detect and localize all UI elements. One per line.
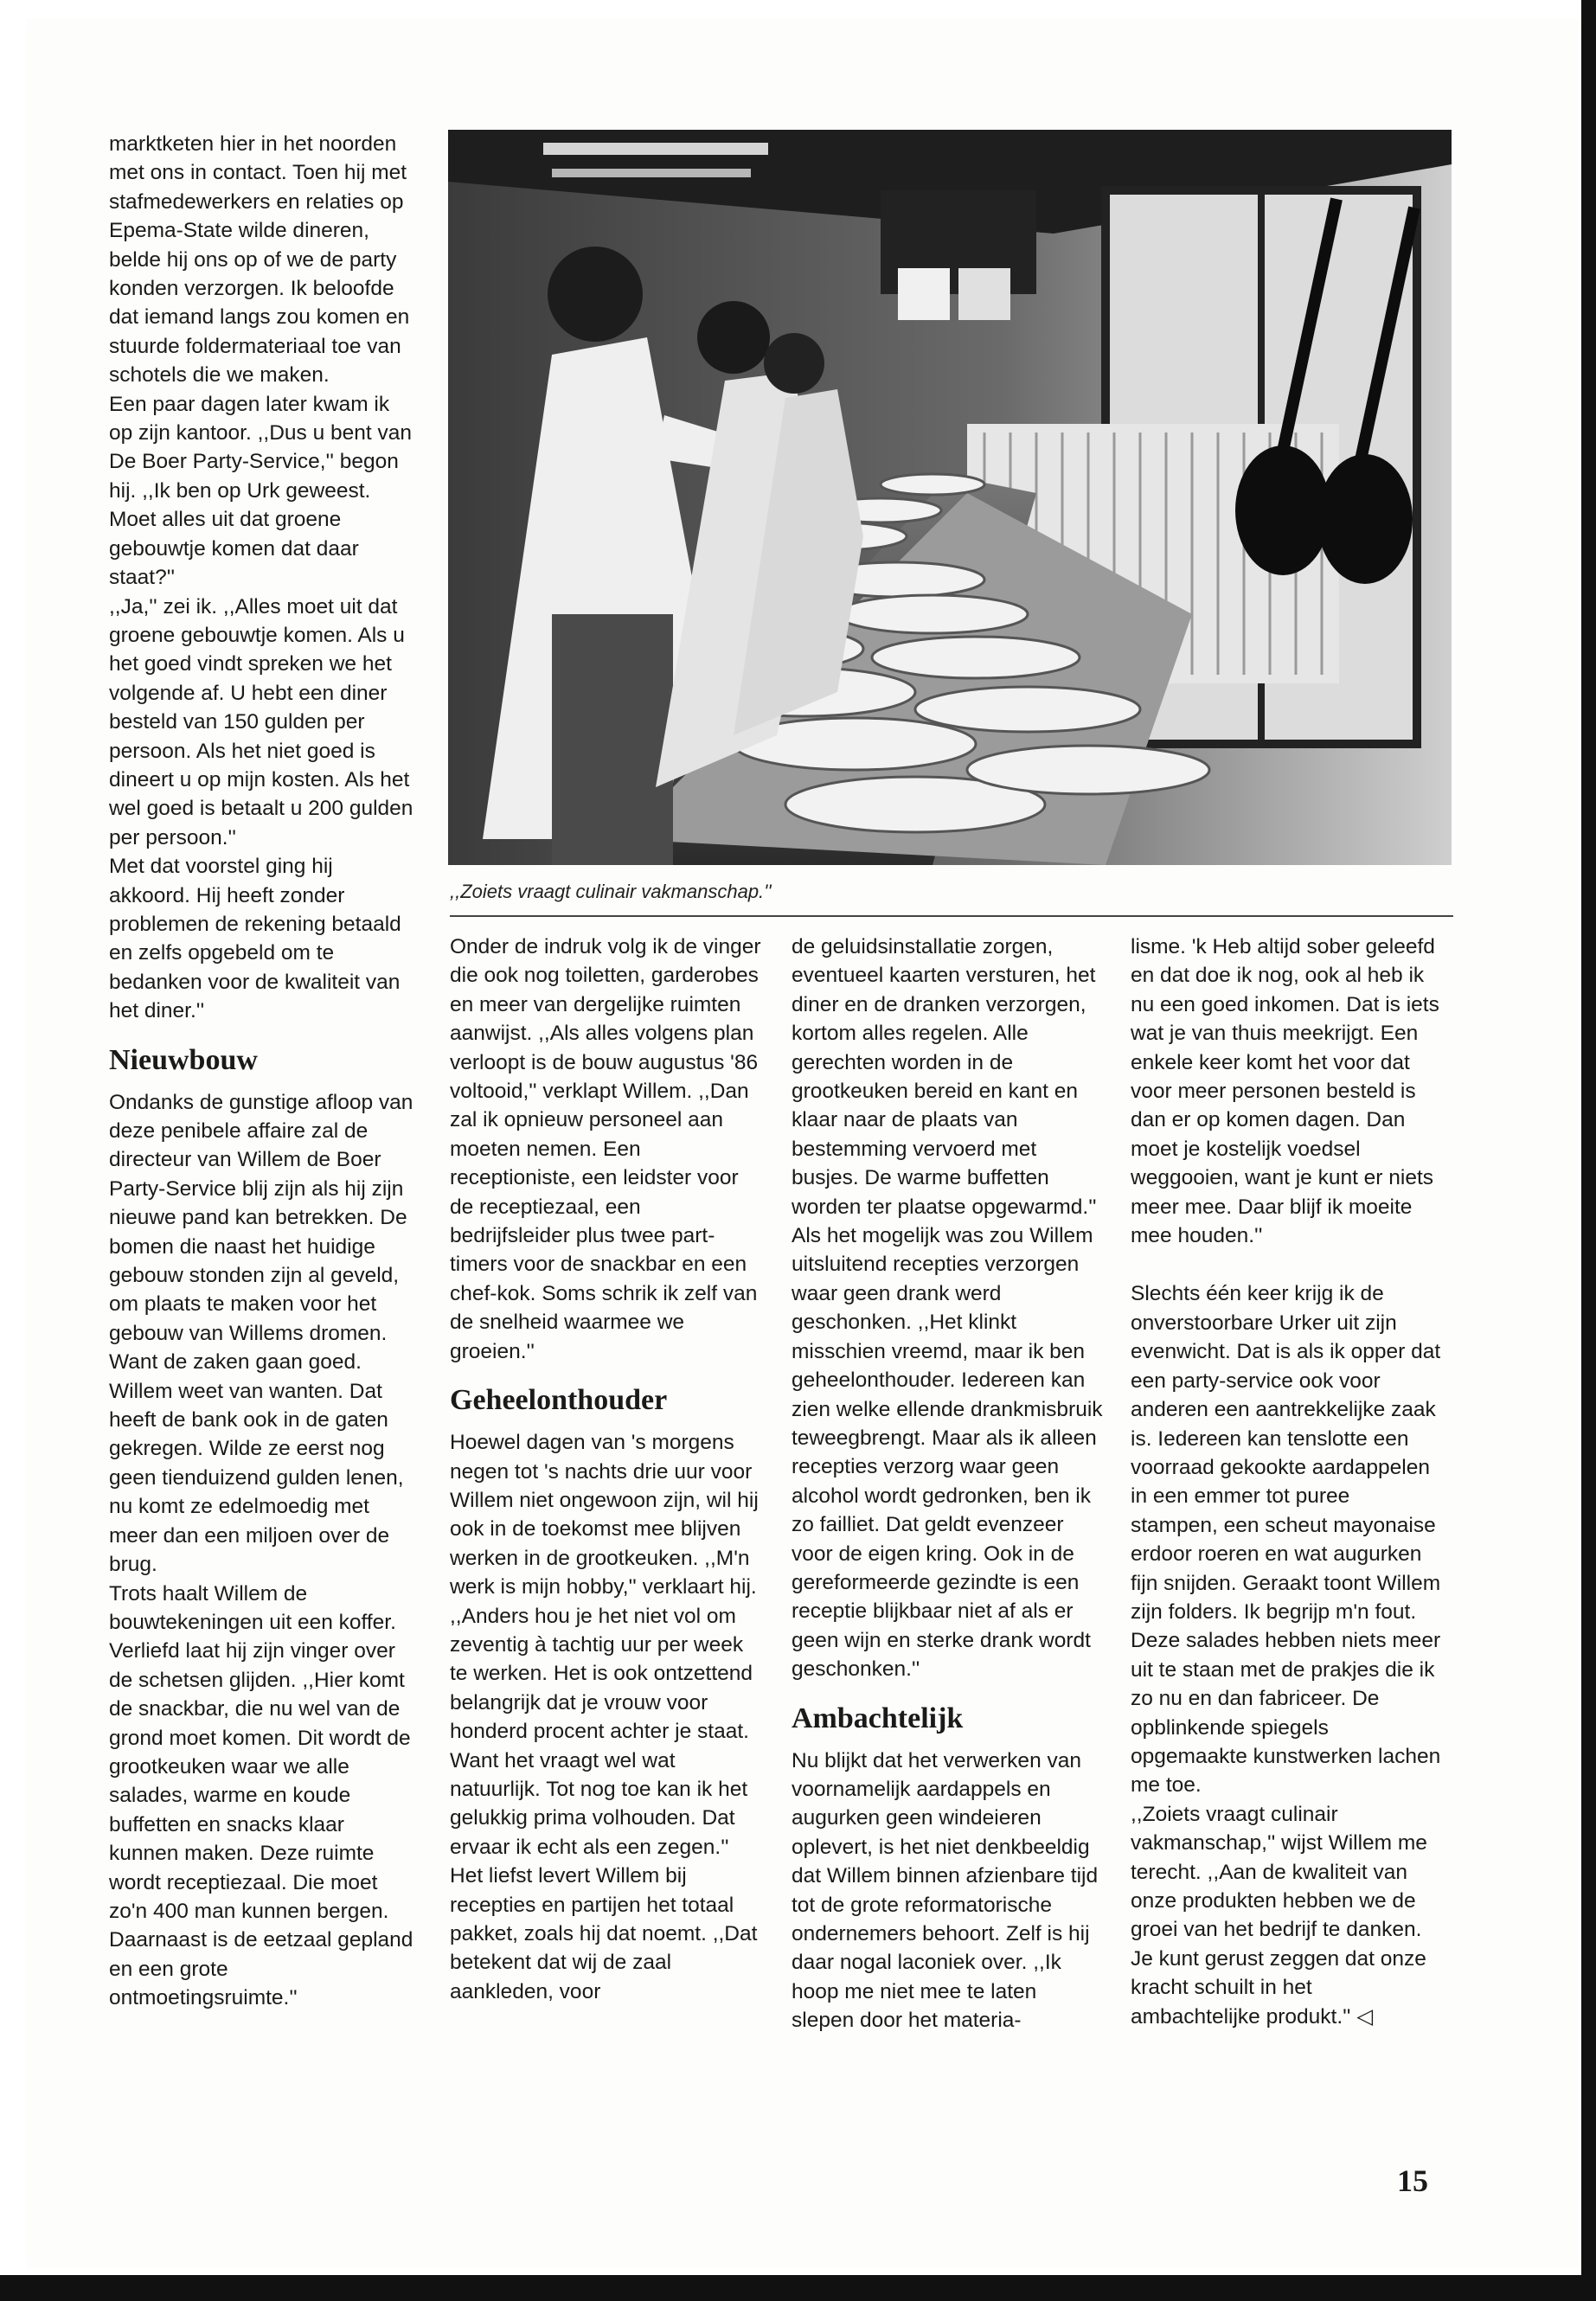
- paragraph: Trots haalt Willem de bouwtekeningen uit een koffer. Verliefd laat hij zijn vinger over de schetsen glijden. ,,Hier komt de snackbar, die nu wel van de grond moet komen. Dit wordt de grootkeuken waar we alle salades, warme en koude buffetten en snacks klaar kunnen maken. Deze ruimte wordt receptiezaal. Die moet zo'n 400 man kunnen bergen. Daarnaast is de eetzaal gepland en een grote ontmoetingsruimte.'': [109, 1581, 413, 2010]
- paragraph: Als het mogelijk was zou Willem uitsluitend recepties verzorgen waar geen drank werd geschonken. ,,Het klinkt misschien vreemd, maar ik ben geheelonthouder. Iedereen kan zien welke ellende drankmisbruik teweegbrengt. Maar als ik alleen recepties verzorg waar geen alcohol wordt gedronken, ben ik zo failliet. Dat geldt evenzeer voor de eigen kring. Ook in de gereformeerde gezindte is een receptie blijkbaar niet af als er geen wijn en sterke drank wordt geschonken.'': [792, 1224, 1103, 1682]
- paragraph: Onder de indruk volg ik de vinger die ook nog toiletten, garderobes en meer van dergelijke ruimten aanwijst. ,,Als alles volgens plan verloopt is de bouw augustus '86 voltooid,'' verklapt Willem. ,,Dan zal ik opnieuw personeel aan moeten nemen. Een receptioniste, een leidster voor de receptiezaal, een bedrijfsleider plus twee part-timers voor de snackbar en een chef-kok. Soms schrik ik zelf van de snelheid waarmee we groeien.'': [450, 935, 761, 1363]
- scan-border-right: [1581, 0, 1596, 2301]
- paragraph: lisme. 'k Heb altijd sober geleefd en dat doe ik nog, ook al heb ik nu een goed inkomen. Dat is iets wat je van thuis meekrijgt. Een enkele keer komt het voor dat voor meer personen besteld is dan er op komen dagen. Dan moet je kostelijk voedsel weggooien, want je kunt er niets meer mee. Daar blijf ik moeite mee houden.'': [1131, 935, 1439, 1248]
- section-heading-geheelonthouder: Geheelonthouder: [450, 1384, 668, 1417]
- paragraph: Het liefst levert Willem bij recepties en partijen het totaal pakket, zoals hij dat noemt. ,,Dat betekent dat wij de zaal aankleden, voor: [450, 1864, 758, 2003]
- paragraph: marktketen hier in het noorden met ons in contact. Toen hij met stafmedewerkers en relaties op Epema-State wilde dineren, belde hij ons op of we de party konden verzorgen. Ik beloofde dat iemand langs zou komen en stuurde foldermateriaal toe van schotels die we maken.: [109, 132, 410, 388]
- column-4: [1131, 933, 1442, 2031]
- scan-border-bottom: [0, 2275, 1596, 2301]
- column-2: [450, 933, 761, 2006]
- section-heading-ambachtelijk: Ambachtelijk: [792, 1702, 964, 1734]
- paragraph: Hoewel dagen van 's morgens negen tot 's nachts drie uur voor Willem niet ongewoon zijn, wil hij ook in de toekomst mee blijven werken in de grootkeuken. ,,M'n werk is mijn hobby,'' verklaart hij. ,,Anders hou je het niet vol om zeventig à tachtig uur per week te werken. Het is ook ontzettend belangrijk dat je vrouw voor honderd procent achter je staat. Want het vraagt wel wat natuurlijk. Tot nog toe kan ik het gelukkig prima volhouden. Dat ervaar ik echt als een zegen.'': [450, 1431, 759, 1859]
- photo-caption: ,,Zoiets vraagt culinair vakmanschap.'': [450, 881, 1453, 917]
- paragraph-spacer: [1131, 1250, 1442, 1279]
- paragraph: Nu blijkt dat het verwerken van voornamelijk aardappels en augurken geen windeieren oplevert, is het niet denkbeeldig dat Willem binnen afzienbare tijd tot de grote reformatorische ondernemers behoort. Zelf is hij daar nogal laconiek over. ,,Ik hoop me niet mee te laten slepen door het materia-: [792, 1748, 1099, 2033]
- paragraph: ,,Ja,'' zei ik. ,,Alles moet uit dat groene gebouwtje komen. Als u het goed vindt spreken we het volgende af. U hebt een diner besteld van 150 gulden per persoon. Als het niet goed is dineert u op mijn kosten. Als het wel goed is betaalt u 200 gulden per persoon.'': [109, 594, 413, 849]
- paragraph: Ondanks de gunstige afloop van deze penibele affaire zal de directeur van Willem de Boer Party-Service blij zijn als hij zijn nieuwe pand kan betrekken. De bomen die naast het huidige gebouw stonden zijn al geveld, om plaats te maken voor het gebouw van Willems dromen. Want de zaken gaan goed. Willem weet van wanten. Dat heeft de bank ook in de gaten gekregen. Wilde ze eerst nog geen tienduizend gulden lenen, nu komt ze edelmoedig met meer dan een miljoen over de brug.: [109, 1090, 413, 1577]
- paragraph: ,,Zoiets vraagt culinair vakmanschap,'' wijst Willem me terecht. ,,Aan de kwaliteit van onze produkten hebben we de groei van het bedrijf te danken. Je kunt gerust zeggen dat onze kracht schuilt in het ambachtelijke produkt.'' ◁: [1131, 1802, 1427, 2029]
- column-3: [792, 933, 1103, 2035]
- paragraph: Slechts één keer krijg ik de onverstoorbare Urker uit zijn evenwicht. Dat is als ik opper dat een party-service ook voor anderen een aantrekkelijke zaak is. Iedereen kan tenslotte een voorraad gekookte aardappelen in een emmer tot puree stampen, een scheut mayonaise erdoor roeren en wat augurken fijn snijden. Geraakt toont Willem zijn folders. Ik begrijp m'n fout. Deze salades hebben niets meer uit te staan met de prakjes die ik zo nu en dan fabriceer. De opblinkende spiegels opgemaakte kunstwerken lachen me toe.: [1131, 1282, 1441, 1798]
- paragraph: de geluidsinstallatie zorgen, eventueel kaarten versturen, het diner en de dranken verzorgen, kortom alles regelen. Alle gerechten worden in de grootkeuken bereid en kant en klaar naar de plaats van bestemming vervoerd met busjes. De warme buffetten worden ter plaatse opgewarmd.'': [792, 935, 1097, 1219]
- section-heading-nieuwbouw: Nieuwbouw: [109, 1043, 258, 1076]
- paragraph: Een paar dagen later kwam ik op zijn kantoor. ,,Dus u bent van De Boer Party-Service,'' begon hij. ,,Ik ben op Urk geweest. Moet alles uit dat groene gebouwtje komen dat daar staat?'': [109, 392, 413, 590]
- column-1: [109, 130, 416, 2013]
- kitchen-photo-illustration: [448, 130, 1452, 865]
- page-number: 15: [1397, 2163, 1428, 2198]
- paragraph: Met dat voorstel ging hij akkoord. Hij heeft zonder problemen de rekening betaald en zelfs opgebeld om te bedanken voor de kwaliteit van het diner.'': [109, 855, 401, 1023]
- kitchen-photo: [448, 130, 1452, 865]
